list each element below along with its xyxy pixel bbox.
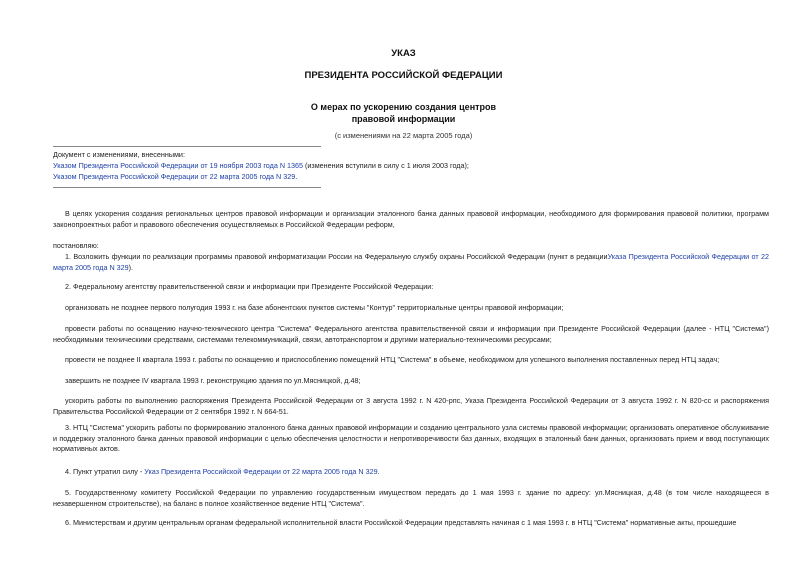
amendment-link-2003-suffix: (изменения вступили в силу с 1 июля 2003 года); xyxy=(303,161,469,170)
paragraph-2d: завершить не позднее IV квартала 1993 г. реконструкцию здания по ул.Мясницкой, д.48; xyxy=(65,376,361,385)
paragraph-2c: провести не позднее II квартала 1993 г. работы по оснащению и приспособлению помещений НТЦ "Система" в объеме, необходимом для успешного выполнения поставленных перед НТЦ задач; xyxy=(65,355,720,364)
paragraph-4-text: 4. Пункт утратил силу - xyxy=(65,467,145,476)
doc-type-title: УКАЗ xyxy=(391,48,416,59)
changes-box xyxy=(53,149,593,182)
changes-line-2 xyxy=(53,171,593,182)
paragraph-2a: организовать не позднее первого полугодия 1993 г. на базе абонентских пунктов системы "Контур" территориальные центры правовой информации; xyxy=(65,303,564,312)
changes-intro: Документ с изменениями, внесенными: xyxy=(53,150,185,159)
issuer-title: ПРЕЗИДЕНТА РОССИЙСКОЙ ФЕДЕРАЦИИ xyxy=(304,70,503,81)
changes-bottom-divider xyxy=(53,187,321,188)
paragraph-2b: провести работы по оснащению научно-технического центра "Система" Федерального агентства правительственной связи и информации при Президенте Российской Федерации (далее - НТЦ "Система") необходимыми техническими средствами, системами телекоммуникаций, связи, автотранспортом и другими материально-техническими ресурсами; xyxy=(53,324,769,344)
amendment-link-2005-suffix: . xyxy=(295,172,298,181)
doc-subtitle-line2: правовой информации xyxy=(351,114,456,124)
changes-line-1 xyxy=(53,160,593,171)
paragraph-6: 6. Министерствам и другим центральным органам федеральной исполнительной власти Российской Федерации представлять начиная с 1 мая 1993 г. в НТЦ "Система" нормативные акты, прошедшие xyxy=(65,518,737,527)
paragraph-1 xyxy=(53,252,769,273)
paragraph-5: 5. Государственному комитету Российской Федерации по управлению государственным имуществом передать до 1 мая 1993 г. здание по адресу: ул.Мясницкая, д.48 (в том числе находящееся в незавершенном строительстве), на баланс в полное хозяйственное ведение НТЦ "Система". xyxy=(53,488,769,508)
changes-top-divider xyxy=(53,146,321,147)
doc-subtitle-line1: О мерах по ускорению создания центров xyxy=(310,102,497,112)
paragraph-3: 3. НТЦ "Система" ускорить работы по формированию эталонного банка данных правовой информации и созданию центрального узла системы правовой информации; организовать оперативное обслуживание и поддержку эталонного банка данных правовой информации с целью обеспечения целостности и непротиворечивости баз данных, входящих в эталонный банк данных, организовать прием и ввод поступающих нормативных актов. xyxy=(53,423,769,453)
decree-word: постановляю: xyxy=(53,241,99,250)
paragraph-2e: ускорить работы по выполнению распоряжения Президента Российской Федерации от 3 августа 1992 г. N 420-рпс, Указа Президента Российской Федерации от 3 августа 1992 г. N 820-сс и распоряжения Правительства Российской Федерации от 2 сентября 1992 г. N 664-51. xyxy=(53,396,769,416)
amendment-note: (с изменениями на 22 марта 2005 года) xyxy=(334,131,473,140)
paragraph-4-suffix: . xyxy=(377,467,380,476)
paragraph-4-link[interactable]: Указ Президента Российской Федерации от 22 марта 2005 года N 329 xyxy=(144,467,378,476)
amendment-link-2003[interactable]: Указом Президента Российской Федерации от 19 ноября 2003 года N 1365 xyxy=(53,161,303,170)
paragraph-4 xyxy=(53,467,769,478)
paragraph-1-suffix: ). xyxy=(128,262,134,272)
amendment-link-2005[interactable]: Указом Президента Российской Федерации от 22 марта 2005 года N 329 xyxy=(53,172,296,181)
paragraph-1-text: 1. Возложить функции по реализации программы правовой информатизации России на Федеральную службу охраны Российской Федерации (пункт в редакции xyxy=(65,252,608,261)
preamble-paragraph: В целях ускорения создания региональных центров правовой информации и организации эталонного банка данных правовой информации, необходимого для формирования правовой политики, программ законопроектных работ и правового обеспечения осуществляемых в Российской Федерации реформ, xyxy=(53,209,769,229)
paragraph-2: 2. Федеральному агентству правительственной связи и информации при Президенте Российской Федерации: xyxy=(65,282,434,291)
paragraph-1-link[interactable]: Указа Президента Российской Федерации от 22 марта 2005 года N 329 xyxy=(53,252,769,272)
